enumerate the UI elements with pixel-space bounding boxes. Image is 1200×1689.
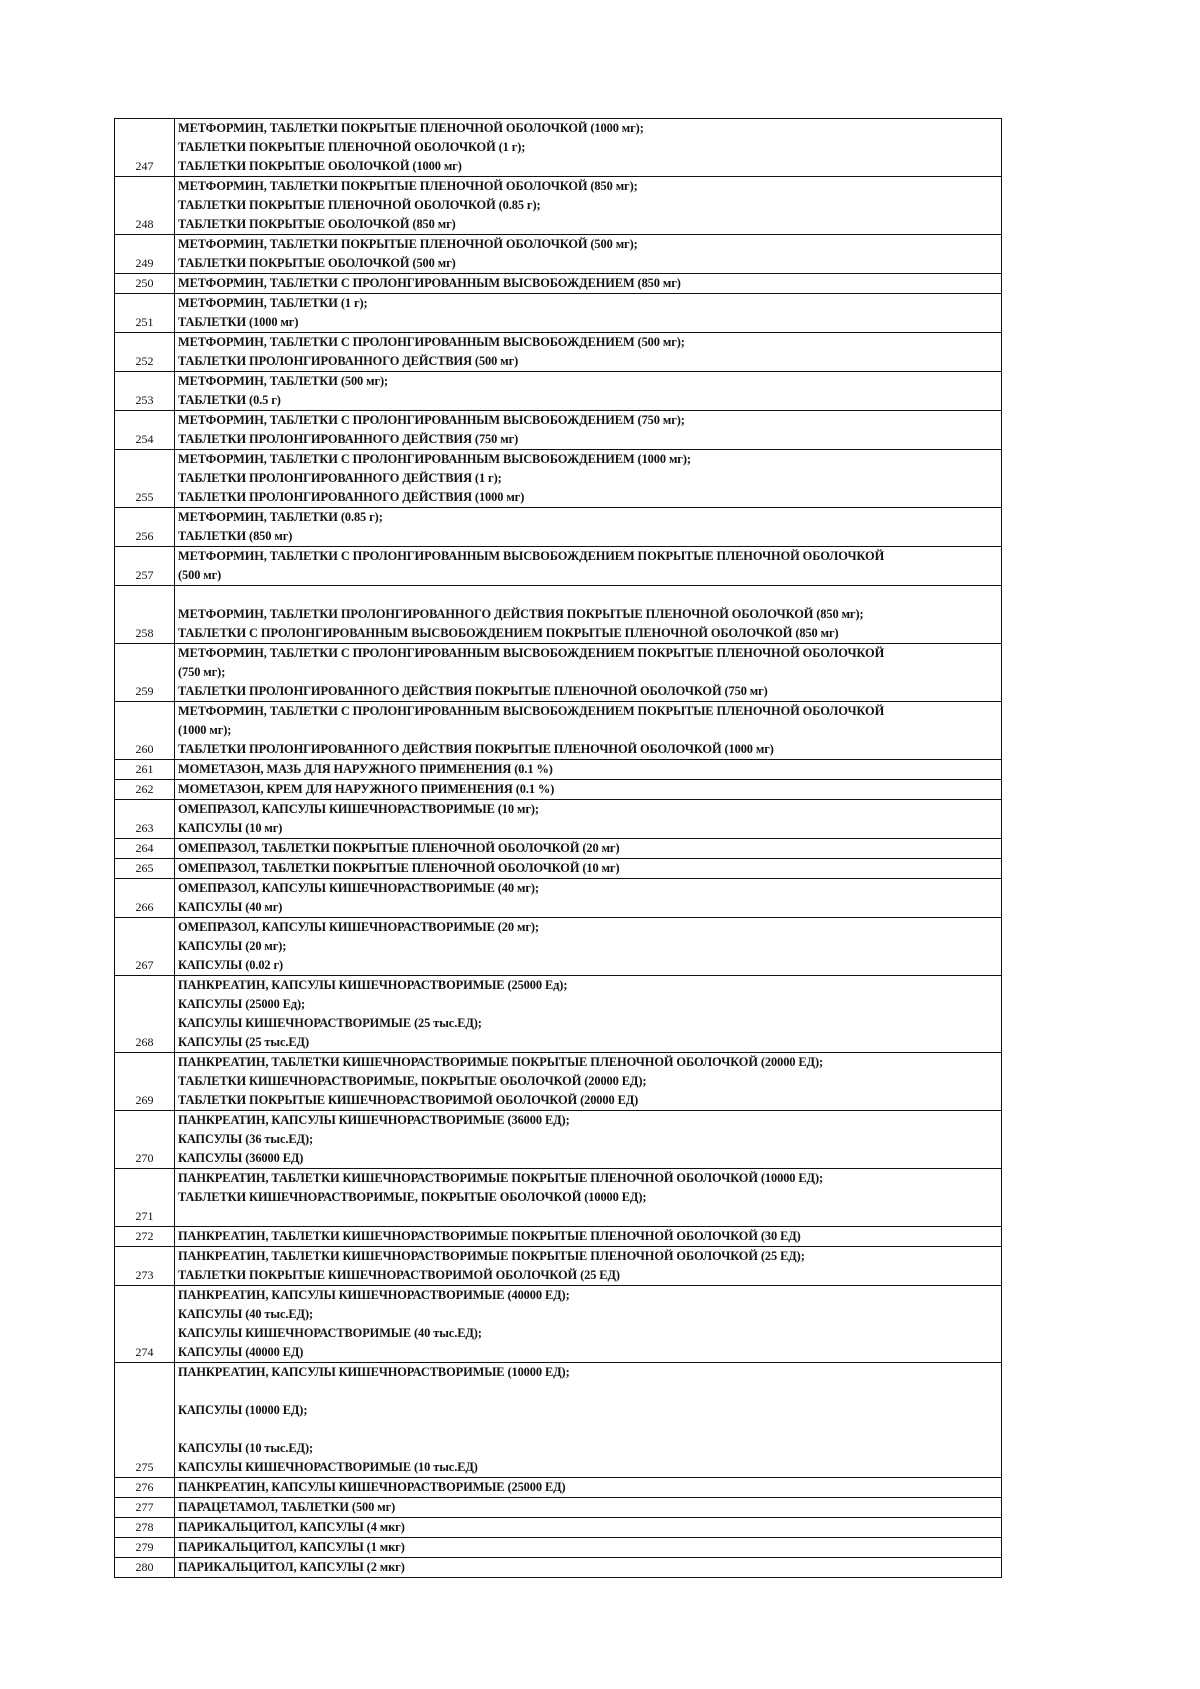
description-line: МЕТФОРМИН, ТАБЛЕТКИ С ПРОЛОНГИРОВАННЫМ ВЫСВОБОЖДЕНИЕМ (500 мг);: [178, 335, 685, 349]
row-number: 276: [115, 1478, 175, 1498]
description-line: ПАНКРЕАТИН, КАПСУЛЫ КИШЕЧНОРАСТВОРИМЫЕ (10000 ЕД);: [178, 1365, 570, 1379]
row-number: 270: [115, 1111, 175, 1169]
drug-description: [175, 411, 1002, 450]
row-number: 265: [115, 859, 175, 879]
drug-description: [175, 1169, 1002, 1227]
drug-description: [175, 879, 1002, 918]
description-line: МЕТФОРМИН, ТАБЛЕТКИ (1 г);: [178, 296, 368, 310]
description-line: ОМЕПРАЗОЛ, ТАБЛЕТКИ ПОКРЫТЫЕ ПЛЕНОЧНОЙ ОБОЛОЧКОЙ (20 мг): [178, 841, 620, 855]
description-line: ТАБЛЕТКИ (0.5 г): [178, 393, 281, 407]
row-number: 254: [115, 411, 175, 450]
description-line: ТАБЛЕТКИ ПОКРЫТЫЕ ОБОЛОЧКОЙ (850 мг): [178, 217, 456, 231]
table-row: [115, 235, 1002, 274]
description-line: ТАБЛЕТКИ КИШЕЧНОРАСТВОРИМЫЕ, ПОКРЫТЫЕ ОБОЛОЧКОЙ (20000 ЕД);: [178, 1074, 647, 1088]
description-line: ТАБЛЕТКИ (1000 мг): [178, 315, 299, 329]
drug-description: [175, 294, 1002, 333]
table-row: [115, 547, 1002, 586]
table-row: [115, 976, 1002, 1053]
row-number: 273: [115, 1247, 175, 1286]
description-line: КАПСУЛЫ (40000 ЕД): [178, 1345, 304, 1359]
table-row: [115, 1286, 1002, 1363]
row-number: 248: [115, 177, 175, 235]
row-number: 269: [115, 1053, 175, 1111]
description-line: МЕТФОРМИН, ТАБЛЕТКИ С ПРОЛОНГИРОВАННЫМ ВЫСВОБОЖДЕНИЕМ ПОКРЫТЫЕ ПЛЕНОЧНОЙ ОБОЛОЧКОЙ: [178, 646, 885, 660]
drug-description: [175, 1538, 1002, 1558]
drug-description: [175, 760, 1002, 780]
row-number: 249: [115, 235, 175, 274]
drug-description: [175, 1478, 1002, 1498]
drug-description: [175, 119, 1002, 177]
row-number: 278: [115, 1518, 175, 1538]
description-line: КАПСУЛЫ (10000 ЕД);: [178, 1403, 308, 1417]
description-line: МЕТФОРМИН, ТАБЛЕТКИ С ПРОЛОНГИРОВАННЫМ ВЫСВОБОЖДЕНИЕМ (750 мг);: [178, 413, 685, 427]
table-row: [115, 859, 1002, 879]
description-line: ПАРИКАЛЬЦИТОЛ, КАПСУЛЫ (2 мкг): [178, 1560, 405, 1574]
drug-description: [175, 976, 1002, 1053]
description-line: МЕТФОРМИН, ТАБЛЕТКИ ПОКРЫТЫЕ ПЛЕНОЧНОЙ ОБОЛОЧКОЙ (1000 мг);: [178, 121, 644, 135]
table-row: [115, 274, 1002, 294]
row-number: 253: [115, 372, 175, 411]
drug-description: [175, 586, 1002, 644]
description-line: ТАБЛЕТКИ ПОКРЫТЫЕ ОБОЛОЧКОЙ (500 мг): [178, 256, 456, 270]
row-number: 272: [115, 1227, 175, 1247]
description-line: ТАБЛЕТКИ ПРОЛОНГИРОВАННОГО ДЕЙСТВИЯ ПОКРЫТЫЕ ПЛЕНОЧНОЙ ОБОЛОЧКОЙ (750 мг): [178, 684, 768, 698]
drug-list-table: [114, 118, 1002, 1578]
table-row: [115, 1053, 1002, 1111]
row-number: 258: [115, 586, 175, 644]
row-number: 277: [115, 1498, 175, 1518]
description-line: [178, 586, 1001, 605]
row-number: 275: [115, 1363, 175, 1478]
description-line: ТАБЛЕТКИ (850 мг): [178, 529, 293, 543]
description-line: МЕТФОРМИН, ТАБЛЕТКИ (500 мг);: [178, 374, 389, 388]
drug-description: [175, 372, 1002, 411]
row-number: 260: [115, 702, 175, 760]
row-number: 262: [115, 780, 175, 800]
drug-description: [175, 1518, 1002, 1538]
description-line: ТАБЛЕТКИ ПРОЛОНГИРОВАННОГО ДЕЙСТВИЯ (1000 мг): [178, 490, 525, 504]
description-line: ТАБЛЕТКИ ПОКРЫТЫЕ ОБОЛОЧКОЙ (1000 мг): [178, 159, 462, 173]
description-line: МЕТФОРМИН, ТАБЛЕТКИ С ПРОЛОНГИРОВАННЫМ ВЫСВОБОЖДЕНИЕМ (850 мг): [178, 276, 681, 290]
description-line: КАПСУЛЫ (25000 Ед);: [178, 997, 306, 1011]
description-line: КАПСУЛЫ КИШЕЧНОРАСТВОРИМЫЕ (10 тыс.ЕД): [178, 1460, 478, 1474]
description-line: МЕТФОРМИН, ТАБЛЕТКИ С ПРОЛОНГИРОВАННЫМ ВЫСВОБОЖДЕНИЕМ ПОКРЫТЫЕ ПЛЕНОЧНОЙ ОБОЛОЧКОЙ: [178, 704, 885, 718]
table-row: [115, 1227, 1002, 1247]
table-row: [115, 119, 1002, 177]
table-row: [115, 702, 1002, 760]
description-line: ПАНКРЕАТИН, КАПСУЛЫ КИШЕЧНОРАСТВОРИМЫЕ (40000 ЕД);: [178, 1288, 570, 1302]
drug-description: [175, 274, 1002, 294]
description-line: МЕТФОРМИН, ТАБЛЕТКИ (0.85 г);: [178, 510, 383, 524]
row-number: 264: [115, 839, 175, 859]
description-line: МЕТФОРМИН, ТАБЛЕТКИ С ПРОЛОНГИРОВАННЫМ ВЫСВОБОЖДЕНИЕМ ПОКРЫТЫЕ ПЛЕНОЧНОЙ ОБОЛОЧКОЙ: [178, 549, 885, 563]
table-row: [115, 839, 1002, 859]
description-line: ОМЕПРАЗОЛ, ТАБЛЕТКИ ПОКРЫТЫЕ ПЛЕНОЧНОЙ ОБОЛОЧКОЙ (10 мг): [178, 861, 620, 875]
table-row: [115, 1518, 1002, 1538]
description-line: КАПСУЛЫ (0.02 г): [178, 958, 284, 972]
drug-description: [175, 1363, 1002, 1478]
description-line: ТАБЛЕТКИ ПОКРЫТЫЕ КИШЕЧНОРАСТВОРИМОЙ ОБОЛОЧКОЙ (25 ЕД): [178, 1268, 620, 1282]
description-line: [178, 1207, 1001, 1226]
table-row: [115, 879, 1002, 918]
description-line: МЕТФОРМИН, ТАБЛЕТКИ С ПРОЛОНГИРОВАННЫМ ВЫСВОБОЖДЕНИЕМ (1000 мг);: [178, 452, 691, 466]
row-number: 266: [115, 879, 175, 918]
description-line: ТАБЛЕТКИ ПРОЛОНГИРОВАННОГО ДЕЙСТВИЯ ПОКРЫТЫЕ ПЛЕНОЧНОЙ ОБОЛОЧКОЙ (1000 мг): [178, 742, 774, 756]
table-row: [115, 1478, 1002, 1498]
drug-description: [175, 333, 1002, 372]
description-line: МОМЕТАЗОН, КРЕМ ДЛЯ НАРУЖНОГО ПРИМЕНЕНИЯ (0.1 %): [178, 782, 555, 796]
row-number: 251: [115, 294, 175, 333]
row-number: 271: [115, 1169, 175, 1227]
drug-description: [175, 547, 1002, 586]
drug-description: [175, 1558, 1002, 1578]
description-line: КАПСУЛЫ (36000 ЕД): [178, 1151, 304, 1165]
row-number: 263: [115, 800, 175, 839]
description-line: МЕТФОРМИН, ТАБЛЕТКИ ПОКРЫТЫЕ ПЛЕНОЧНОЙ ОБОЛОЧКОЙ (850 мг);: [178, 179, 638, 193]
description-line: ПАРИКАЛЬЦИТОЛ, КАПСУЛЫ (1 мкг): [178, 1540, 405, 1554]
description-line: ОМЕПРАЗОЛ, КАПСУЛЫ КИШЕЧНОРАСТВОРИМЫЕ (40 мг);: [178, 881, 539, 895]
description-line: КАПСУЛЫ (36 тыс.ЕД);: [178, 1132, 314, 1146]
description-line: КАПСУЛЫ (40 мг): [178, 900, 283, 914]
description-line: ТАБЛЕТКИ ПОКРЫТЫЕ ПЛЕНОЧНОЙ ОБОЛОЧКОЙ (0.85 г);: [178, 198, 541, 212]
description-line: ТАБЛЕТКИ ПОКРЫТЫЕ ПЛЕНОЧНОЙ ОБОЛОЧКОЙ (1 г);: [178, 140, 526, 154]
table-row: [115, 1247, 1002, 1286]
row-number: 250: [115, 274, 175, 294]
description-line: ПАНКРЕАТИН, КАПСУЛЫ КИШЕЧНОРАСТВОРИМЫЕ (25000 Ед);: [178, 978, 568, 992]
table-row: [115, 333, 1002, 372]
row-number: 268: [115, 976, 175, 1053]
table-row: [115, 1558, 1002, 1578]
drug-description: [175, 1227, 1002, 1247]
drug-description: [175, 177, 1002, 235]
description-line: (500 мг): [178, 568, 222, 582]
description-line: КАПСУЛЫ КИШЕЧНОРАСТВОРИМЫЕ (25 тыс.ЕД);: [178, 1016, 482, 1030]
description-line: ПАНКРЕАТИН, КАПСУЛЫ КИШЕЧНОРАСТВОРИМЫЕ (25000 ЕД): [178, 1480, 566, 1494]
table-row: [115, 1169, 1002, 1227]
description-line: КАПСУЛЫ (20 мг);: [178, 939, 287, 953]
description-line: ПАНКРЕАТИН, ТАБЛЕТКИ КИШЕЧНОРАСТВОРИМЫЕ ПОКРЫТЫЕ ПЛЕНОЧНОЙ ОБОЛОЧКОЙ (30 ЕД): [178, 1229, 801, 1243]
table-row: [115, 760, 1002, 780]
drug-description: [175, 839, 1002, 859]
description-line: ТАБЛЕТКИ ПРОЛОНГИРОВАННОГО ДЕЙСТВИЯ (500 мг): [178, 354, 519, 368]
row-number: 252: [115, 333, 175, 372]
table-row: [115, 372, 1002, 411]
drug-description: [175, 450, 1002, 508]
description-line: ТАБЛЕТКИ ПОКРЫТЫЕ КИШЕЧНОРАСТВОРИМОЙ ОБОЛОЧКОЙ (20000 ЕД): [178, 1093, 639, 1107]
description-line: ПАРИКАЛЬЦИТОЛ, КАПСУЛЫ (4 мкг): [178, 1520, 405, 1534]
drug-description: [175, 1111, 1002, 1169]
drug-list-page: [114, 118, 1001, 1578]
drug-description: [175, 1498, 1002, 1518]
description-line: (1000 мг);: [178, 723, 232, 737]
table-row: [115, 586, 1002, 644]
row-number: 279: [115, 1538, 175, 1558]
row-number: 267: [115, 918, 175, 976]
drug-description: [175, 702, 1002, 760]
description-line: КАПСУЛЫ (10 тыс.ЕД);: [178, 1441, 314, 1455]
row-number: 280: [115, 1558, 175, 1578]
description-line: ТАБЛЕТКИ ПРОЛОНГИРОВАННОГО ДЕЙСТВИЯ (750 мг): [178, 432, 519, 446]
drug-description: [175, 1286, 1002, 1363]
description-line: КАПСУЛЫ КИШЕЧНОРАСТВОРИМЫЕ (40 тыс.ЕД);: [178, 1326, 482, 1340]
description-line: ПАНКРЕАТИН, ТАБЛЕТКИ КИШЕЧНОРАСТВОРИМЫЕ ПОКРЫТЫЕ ПЛЕНОЧНОЙ ОБОЛОЧКОЙ (10000 ЕД);: [178, 1171, 824, 1185]
row-number: 274: [115, 1286, 175, 1363]
description-line: ПАНКРЕАТИН, ТАБЛЕТКИ КИШЕЧНОРАСТВОРИМЫЕ ПОКРЫТЫЕ ПЛЕНОЧНОЙ ОБОЛОЧКОЙ (20000 ЕД);: [178, 1055, 824, 1069]
description-line: МЕТФОРМИН, ТАБЛЕТКИ ПРОЛОНГИРОВАННОГО ДЕЙСТВИЯ ПОКРЫТЫЕ ПЛЕНОЧНОЙ ОБОЛОЧКОЙ (850 мг);: [178, 607, 864, 621]
description-line: ОМЕПРАЗОЛ, КАПСУЛЫ КИШЕЧНОРАСТВОРИМЫЕ (10 мг);: [178, 802, 539, 816]
row-number: 247: [115, 119, 175, 177]
description-line: ТАБЛЕТКИ С ПРОЛОНГИРОВАННЫМ ВЫСВОБОЖДЕНИЕМ ПОКРЫТЫЕ ПЛЕНОЧНОЙ ОБОЛОЧКОЙ (850 мг): [178, 626, 839, 640]
drug-list-body: [115, 119, 1002, 1578]
table-row: [115, 411, 1002, 450]
table-row: [115, 918, 1002, 976]
table-row: [115, 1363, 1002, 1478]
description-line: ОМЕПРАЗОЛ, КАПСУЛЫ КИШЕЧНОРАСТВОРИМЫЕ (20 мг);: [178, 920, 539, 934]
description-line: [178, 1382, 1001, 1401]
description-line: (750 мг);: [178, 665, 226, 679]
description-line: КАПСУЛЫ (40 тыс.ЕД);: [178, 1307, 314, 1321]
description-line: ПАНКРЕАТИН, ТАБЛЕТКИ КИШЕЧНОРАСТВОРИМЫЕ ПОКРЫТЫЕ ПЛЕНОЧНОЙ ОБОЛОЧКОЙ (25 ЕД);: [178, 1249, 805, 1263]
description-line: ПАНКРЕАТИН, КАПСУЛЫ КИШЕЧНОРАСТВОРИМЫЕ (36000 ЕД);: [178, 1113, 570, 1127]
description-line: ТАБЛЕТКИ ПРОЛОНГИРОВАННОГО ДЕЙСТВИЯ (1 г);: [178, 471, 502, 485]
drug-description: [175, 859, 1002, 879]
table-row: [115, 800, 1002, 839]
drug-description: [175, 800, 1002, 839]
description-line: ТАБЛЕТКИ КИШЕЧНОРАСТВОРИМЫЕ, ПОКРЫТЫЕ ОБОЛОЧКОЙ (10000 ЕД);: [178, 1190, 647, 1204]
description-line: ПАРАЦЕТАМОЛ, ТАБЛЕТКИ (500 мг): [178, 1500, 396, 1514]
table-row: [115, 780, 1002, 800]
drug-description: [175, 508, 1002, 547]
table-row: [115, 644, 1002, 702]
row-number: 255: [115, 450, 175, 508]
drug-description: [175, 918, 1002, 976]
row-number: 259: [115, 644, 175, 702]
description-line: [178, 1420, 1001, 1439]
description-line: МЕТФОРМИН, ТАБЛЕТКИ ПОКРЫТЫЕ ПЛЕНОЧНОЙ ОБОЛОЧКОЙ (500 мг);: [178, 237, 638, 251]
drug-description: [175, 235, 1002, 274]
drug-description: [175, 1247, 1002, 1286]
table-row: [115, 508, 1002, 547]
drug-description: [175, 644, 1002, 702]
table-row: [115, 1538, 1002, 1558]
table-row: [115, 450, 1002, 508]
table-row: [115, 1498, 1002, 1518]
row-number: 257: [115, 547, 175, 586]
drug-description: [175, 1053, 1002, 1111]
table-row: [115, 177, 1002, 235]
drug-description: [175, 780, 1002, 800]
row-number: 261: [115, 760, 175, 780]
table-row: [115, 294, 1002, 333]
row-number: 256: [115, 508, 175, 547]
description-line: КАПСУЛЫ (10 мг): [178, 821, 283, 835]
description-line: МОМЕТАЗОН, МАЗЬ ДЛЯ НАРУЖНОГО ПРИМЕНЕНИЯ (0.1 %): [178, 762, 553, 776]
table-row: [115, 1111, 1002, 1169]
description-line: КАПСУЛЫ (25 тыс.ЕД): [178, 1035, 309, 1049]
